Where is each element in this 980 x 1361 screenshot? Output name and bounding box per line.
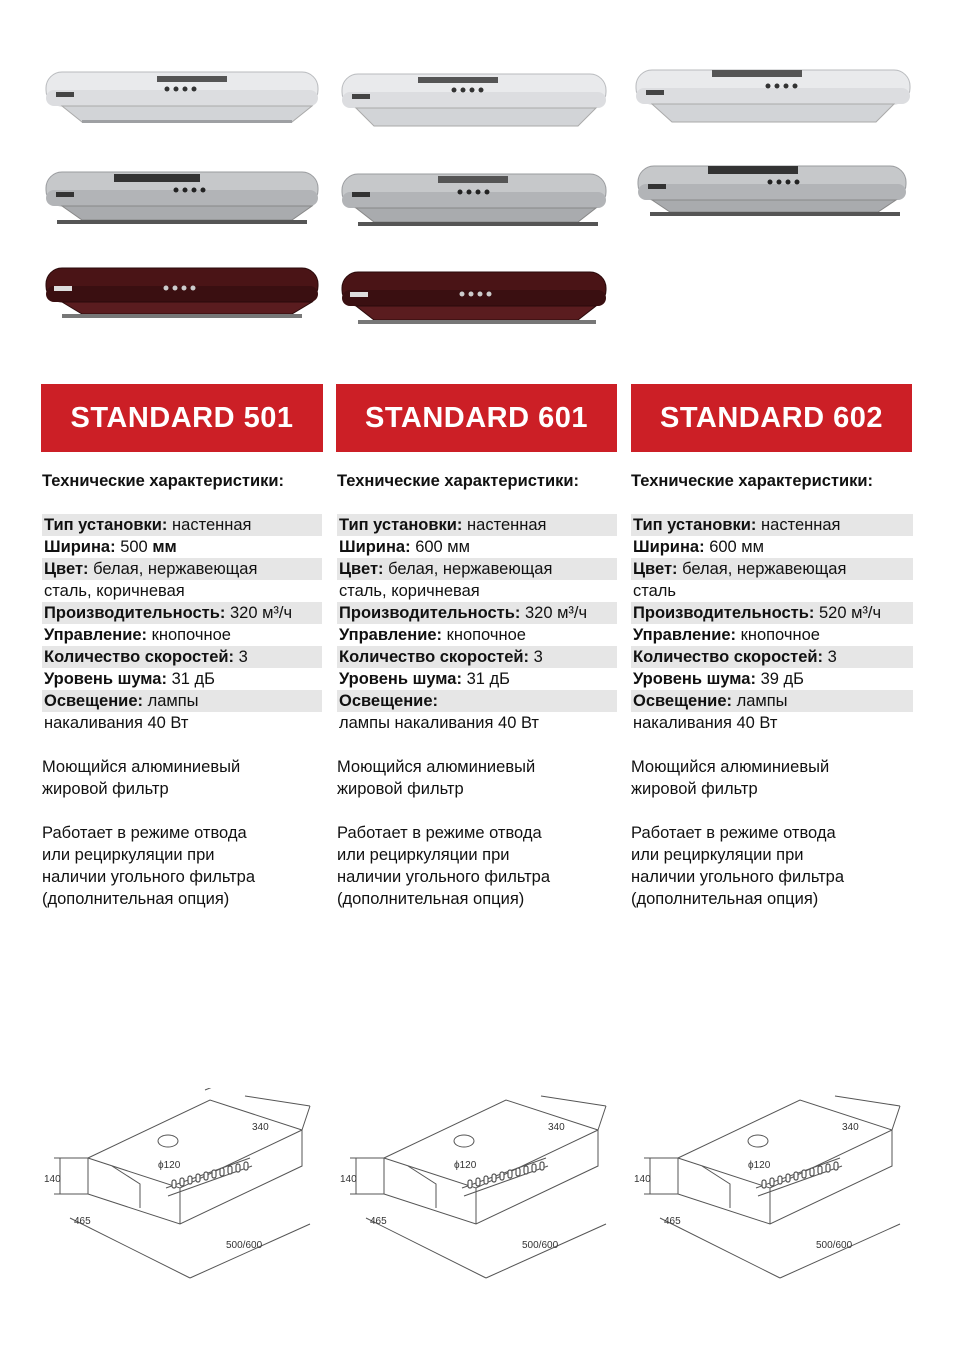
dim-width: 500/600 xyxy=(522,1240,559,1251)
spec-install: Тип установки: настенная xyxy=(631,514,913,536)
spec-column-501 xyxy=(42,470,322,910)
spec-install: Тип установки: настенная xyxy=(42,514,322,536)
spec-noise: Уровень шума: 39 дБ xyxy=(633,670,804,688)
filter-note: Моющийся алюминиевый жировой фильтр xyxy=(337,758,536,798)
spec-header: Технические характеристики: xyxy=(42,472,285,490)
spec-width: Ширина: 600 мм xyxy=(339,538,470,556)
filter-note: Моющийся алюминиевый жировой фильтр xyxy=(631,758,830,798)
dim-length: 465 xyxy=(74,1216,91,1227)
hood-601-brown-image xyxy=(338,268,610,334)
spec-width: Ширина: 600 мм xyxy=(633,538,764,556)
title-standard-501: STANDARD 501 xyxy=(41,384,323,452)
spec-performance: Производительность: 520 м³/ч xyxy=(631,602,913,624)
hood-501-steel-image xyxy=(42,162,322,232)
hood-601-steel-image xyxy=(338,166,610,236)
dimension-diagram-501 xyxy=(40,1088,340,1288)
hood-601-white-image xyxy=(338,66,610,136)
dim-duct: ϕ120 xyxy=(748,1160,771,1171)
spec-light-cont: накаливания 40 Вт xyxy=(633,714,778,732)
spec-column-602 xyxy=(631,470,913,910)
dim-depth: 340 xyxy=(252,1122,269,1133)
dimension-diagram-602 xyxy=(630,1088,930,1288)
spec-color: Цвет: белая, нержавеющая xyxy=(631,558,913,580)
spec-color: Цвет: белая, нержавеющая xyxy=(337,558,617,580)
spec-control: Управление: кнопочное xyxy=(44,626,231,644)
dim-width: 500/600 xyxy=(816,1240,853,1251)
spec-speeds: Количество скоростей: 3 xyxy=(337,646,617,668)
spec-light: Освещение: лампы xyxy=(631,690,913,712)
spec-color-cont: сталь, коричневая xyxy=(339,582,480,600)
dim-length: 465 xyxy=(370,1216,387,1227)
hood-602-steel-image xyxy=(634,158,910,228)
dim-height: 140 xyxy=(634,1174,651,1185)
spec-noise: Уровень шума: 31 дБ xyxy=(339,670,510,688)
spec-performance: Производительность: 320 м³/ч xyxy=(337,602,617,624)
spec-color-cont: сталь xyxy=(633,582,677,600)
mode-note: Работает в режиме отвода или рециркуляции при наличии угольного фильтра (дополнительная опция) xyxy=(42,824,256,908)
dim-width: 500/600 xyxy=(226,1240,263,1251)
spec-performance: Производительность: 320 м³/ч xyxy=(42,602,322,624)
spec-control: Управление: кнопочное xyxy=(339,626,526,644)
hood-501-brown-image xyxy=(42,264,322,330)
hood-501-white-image xyxy=(42,62,322,132)
spec-light: Освещение: лампы xyxy=(42,690,322,712)
spec-noise: Уровень шума: 31 дБ xyxy=(44,670,215,688)
spec-color-cont: сталь, коричневая xyxy=(44,582,185,600)
spec-header: Технические характеристики: xyxy=(631,472,874,490)
dim-duct: ϕ120 xyxy=(158,1160,181,1171)
dimension-diagram-601 xyxy=(336,1088,636,1288)
dim-depth: 340 xyxy=(842,1122,859,1133)
hood-602-white-image xyxy=(632,62,914,132)
mode-note: Работает в режиме отвода или рециркуляции при наличии угольного фильтра (дополнительная опция) xyxy=(631,824,845,908)
spec-speeds: Количество скоростей: 3 xyxy=(631,646,913,668)
spec-width: Ширина: 500 мм xyxy=(44,538,177,556)
spec-install: Тип установки: настенная xyxy=(337,514,617,536)
spec-header: Технические характеристики: xyxy=(337,472,580,490)
filter-note: Моющийся алюминиевый жировой фильтр xyxy=(42,758,241,798)
dim-height: 140 xyxy=(340,1174,357,1185)
dim-height: 140 xyxy=(44,1174,61,1185)
spec-speeds: Количество скоростей: 3 xyxy=(42,646,322,668)
dim-length: 465 xyxy=(664,1216,681,1227)
spec-control: Управление: кнопочное xyxy=(633,626,820,644)
title-standard-602: STANDARD 602 xyxy=(631,384,912,452)
spec-light: Освещение: xyxy=(337,690,617,712)
dim-depth: 340 xyxy=(548,1122,565,1133)
dim-duct: ϕ120 xyxy=(454,1160,477,1171)
spec-column-601 xyxy=(337,470,617,910)
spec-light-cont: лампы накаливания 40 Вт xyxy=(339,714,539,732)
spec-color: Цвет: белая, нержавеющая xyxy=(42,558,322,580)
mode-note: Работает в режиме отвода или рециркуляции при наличии угольного фильтра (дополнительная опция) xyxy=(337,824,551,908)
title-standard-601: STANDARD 601 xyxy=(336,384,617,452)
spec-light-cont: накаливания 40 Вт xyxy=(44,714,189,732)
